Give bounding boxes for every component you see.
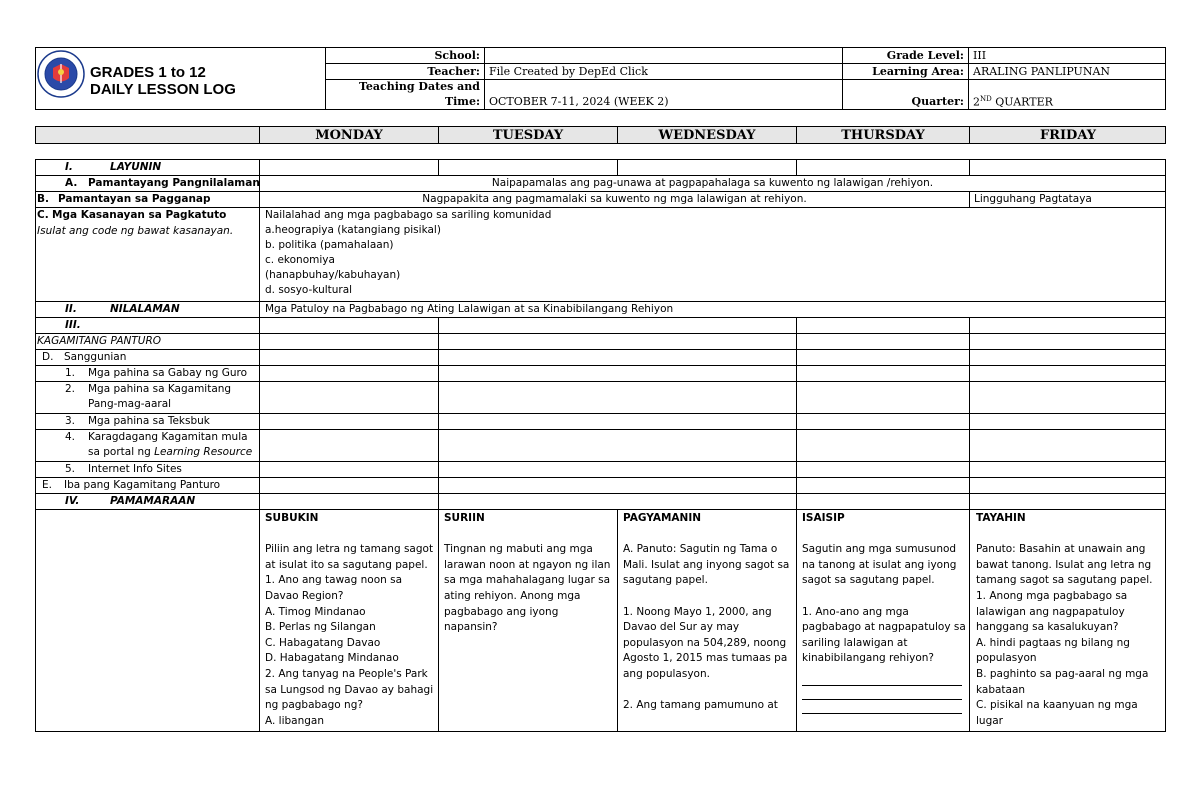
friday-line: hanggang sa kasalukuyan? <box>976 621 1119 634</box>
friday-line: lalawigan ang nagpapatuloy <box>976 605 1125 618</box>
row-line <box>35 493 1166 494</box>
col-divider <box>438 509 439 732</box>
monday-line: Piliin ang letra ng tamang sagot <box>265 543 434 556</box>
monday-line: A. libangan <box>265 714 325 727</box>
day-wednesday: WEDNESDAY <box>658 128 756 143</box>
s5-num: 5. <box>65 463 76 475</box>
friday-line: bawat tanong. Isulat ang letra ng <box>976 558 1152 571</box>
tuesday-line: ating rehiyon. Anong mga <box>444 589 581 602</box>
ii-num: II. <box>65 303 77 315</box>
friday-procedure <box>976 511 1162 729</box>
thursday-procedure <box>802 511 966 714</box>
thursday-line: Sagutin ang mga sumusunod <box>802 543 957 556</box>
area-value[interactable]: ARALING PANLIPUNAN <box>973 65 1111 78</box>
friday-line: A. hindi pagtaas ng bilang ng <box>976 636 1130 649</box>
b-letter: B. <box>37 193 49 205</box>
thursday-line: sariling lalawigan at <box>802 636 908 649</box>
dates-value[interactable]: OCTOBER 7-11, 2024 (WEEK 2) <box>489 95 669 108</box>
dates-label-1: Teaching Dates and <box>358 80 480 93</box>
col-divider <box>617 159 618 175</box>
area-label: Learning Area: <box>872 65 964 78</box>
row-line <box>35 349 1166 350</box>
col-divider <box>438 159 439 175</box>
a-value: Naipapamalas ang pag-unawa at pagpapahalaga sa kuwento ng lalawigan /rehiyon. <box>491 177 934 189</box>
monday-line: D. Habagatang Mindanao <box>265 652 399 665</box>
friday-line: lugar <box>976 714 1003 727</box>
c-line: a.heograpiya (katangiang pisikal) <box>265 224 441 236</box>
tuesday-line: napansin? <box>444 621 498 634</box>
monday-line: 1. Ano ang tawag noon sa <box>265 574 403 587</box>
layunin-num: I. <box>65 161 73 173</box>
b-friday: Lingguhang Pagtataya <box>974 193 1092 205</box>
s2-num: 2. <box>65 383 76 395</box>
s1-label: Mga pahina sa Gabay ng Guro <box>88 367 248 379</box>
col-divider <box>796 159 797 175</box>
ii-value: Mga Patuloy na Pagbabago ng Ating Lalawigan at sa Kinabibilangang Rehiyon <box>265 303 674 315</box>
monday-line: B. Perlas ng Silangan <box>265 621 376 634</box>
row-line <box>35 317 1166 318</box>
s4-label-b <box>88 445 252 460</box>
tuesday-heading: SURIIN <box>444 512 485 524</box>
layunin-label: LAYUNIN <box>110 161 162 173</box>
d-letter: D. <box>42 351 54 363</box>
col-divider <box>617 509 618 732</box>
friday-heading: TAYAHIN <box>976 512 1026 524</box>
title-line-2: DAILY LESSON LOG <box>90 81 236 98</box>
col-divider-left <box>259 159 260 732</box>
friday-line: B. paghinto sa pag-aaral ng mga <box>976 667 1149 680</box>
thursday-line: 1. Ano-ano ang mga <box>802 605 909 618</box>
tuesday-procedure <box>444 511 614 636</box>
s4-num: 4. <box>65 431 76 443</box>
monday-line: C. Habagatang Davao <box>265 636 381 649</box>
school-label: School: <box>434 49 480 62</box>
c-line: (hanapbuhay/kabuhayan) <box>265 269 401 281</box>
wednesday-line: Mali. Isulat ang inyong sagot sa <box>623 558 790 571</box>
a-letter: A. <box>65 177 78 189</box>
c-line: c. ekonomiya <box>265 254 335 266</box>
col-divider <box>969 509 970 732</box>
answer-line[interactable] <box>802 686 962 700</box>
s2-label-a: Mga pahina sa Kagamitang <box>88 383 232 395</box>
iv-label: PAMAMARAAN <box>110 495 196 507</box>
dates-label-2: Time: <box>444 95 480 108</box>
s3-num: 3. <box>65 415 76 427</box>
tuesday-line: sa mga mahahalagang lugar sa <box>444 574 611 587</box>
quarter-word: QUARTER <box>995 95 1053 109</box>
grade-label: Grade Level: <box>886 49 964 62</box>
monday-procedure <box>265 511 435 729</box>
s1-num: 1. <box>65 367 76 379</box>
thursday-line: kinabibilangang rehiyon? <box>802 652 934 665</box>
col-divider <box>438 317 439 509</box>
monday-heading: SUBUKIN <box>265 512 319 524</box>
wednesday-line: Agosto 1, 2015 mas tumaas pa <box>623 652 788 665</box>
monday-line: 2. Ang tanyag na People's Park <box>265 667 428 680</box>
quarter-number: 2 <box>973 95 980 109</box>
day-tuesday: TUESDAY <box>492 128 564 143</box>
tuesday-line: larawan noon at ngayon ng ilan <box>444 558 611 571</box>
a-label: Pamantayang Pangnilalaman <box>88 177 260 189</box>
thursday-heading: ISAISIP <box>802 512 845 524</box>
teacher-value[interactable]: File Created by DepEd Click <box>489 65 648 78</box>
day-thursday: THURSDAY <box>841 128 925 143</box>
iii-num: III. <box>65 319 81 331</box>
s4-label-b-pre: sa portal ng <box>88 446 155 458</box>
teacher-label: Teacher: <box>427 65 480 78</box>
wednesday-line: populasyon na 504,289, noong <box>623 636 787 649</box>
s2-label-b: Pang-mag-aaral <box>88 398 172 410</box>
c-line: b. politika (pamahalaan) <box>265 239 394 251</box>
c-sub: Isulat ang code ng bawat kasanayan. <box>37 225 234 237</box>
s3-label: Mga pahina sa Teksbuk <box>88 415 210 427</box>
monday-line: ng pagbabago ng? <box>265 699 363 712</box>
ii-label: NILALAMAN <box>110 303 180 315</box>
d-label: Sanggunian <box>64 351 127 363</box>
friday-line: tamang sagot sa sagutang papel. <box>976 574 1153 587</box>
friday-line: 1. Anong mga pagbabago sa <box>976 589 1128 602</box>
col-divider <box>796 317 797 509</box>
monday-line: A. Timog Mindanao <box>265 605 366 618</box>
wednesday-line: ang populasyon. <box>623 667 710 680</box>
title-line-1: GRADES 1 to 12 <box>90 64 206 81</box>
c-letter: C. <box>37 209 49 221</box>
friday-line: Panuto: Basahin at unawain ang <box>976 543 1146 556</box>
b-value: Nagpapakita ang pagmamalaki sa kuwento ng mga lalawigan at rehiyon. <box>422 193 807 205</box>
thursday-line: na tanong at isulat ang iyong <box>802 558 957 571</box>
monday-line: at isulat ito sa sagutang papel. <box>265 558 428 571</box>
tuesday-line: Tingnan ng mabuti ang mga <box>444 543 593 556</box>
day-monday: MONDAY <box>315 128 383 143</box>
answer-line[interactable] <box>802 700 962 714</box>
e-label: Iba pang Kagamitang Panturo <box>64 479 221 491</box>
thursday-line: sagot sa sagutang papel. <box>802 574 935 587</box>
quarter-label: Quarter: <box>911 95 964 108</box>
wednesday-procedure <box>623 511 793 714</box>
answer-line[interactable] <box>802 675 962 686</box>
c-lines <box>265 208 551 298</box>
wednesday-line: 2. Ang tamang pamumuno at <box>623 699 778 712</box>
row-line <box>35 509 1166 510</box>
grade-value[interactable]: III <box>973 49 987 62</box>
row-line <box>35 461 1166 462</box>
col-divider <box>969 159 970 175</box>
s4-label-b-italic: Learning Resource <box>154 446 253 458</box>
day-friday: FRIDAY <box>1039 128 1097 143</box>
c-label: Mga Kasanayan sa Pagkatuto <box>52 209 227 221</box>
row-line <box>35 333 1166 334</box>
col-divider <box>969 191 970 207</box>
quarter-value[interactable] <box>969 95 1165 109</box>
friday-line: kabataan <box>976 683 1026 696</box>
s4-label-a: Karagdagang Kagamitan mula <box>88 431 248 443</box>
c-line: Nailalahad ang mga pagbabago sa sariling komunidad <box>265 209 552 221</box>
wednesday-heading: PAGYAMANIN <box>623 512 702 524</box>
e-letter: E. <box>42 479 52 491</box>
friday-line: populasyon <box>976 652 1037 665</box>
col-divider <box>969 317 970 509</box>
c-line: d. sosyo-kultural <box>265 284 353 296</box>
kagamitan-label: KAGAMITANG PANTURO <box>37 335 162 347</box>
monday-line: Davao Region? <box>265 589 344 602</box>
quarter-suffix: ND <box>980 95 992 103</box>
header-row-line-1 <box>325 63 1166 64</box>
thursday-line: pagbabago at nagpapatuloy sa <box>802 621 966 634</box>
deped-logo <box>37 50 85 98</box>
wednesday-line: A. Panuto: Sagutin ng Tama o <box>623 543 778 556</box>
friday-line: C. pisikal na kaanyuan ng mga <box>976 699 1138 712</box>
wednesday-line: 1. Noong Mayo 1, 2000, ang <box>623 605 772 618</box>
wednesday-line: sagutang papel. <box>623 574 708 587</box>
b-label: Pamantayan sa Pagganap <box>58 193 211 205</box>
s5-label: Internet Info Sites <box>88 463 182 475</box>
wednesday-line: Davao del Sur ay may <box>623 621 740 634</box>
col-divider <box>796 509 797 732</box>
monday-line: sa Lungsod ng Davao ay bahagi <box>265 683 434 696</box>
tuesday-line: pagbabago ang iyong <box>444 605 559 618</box>
iv-num: IV. <box>65 495 80 507</box>
